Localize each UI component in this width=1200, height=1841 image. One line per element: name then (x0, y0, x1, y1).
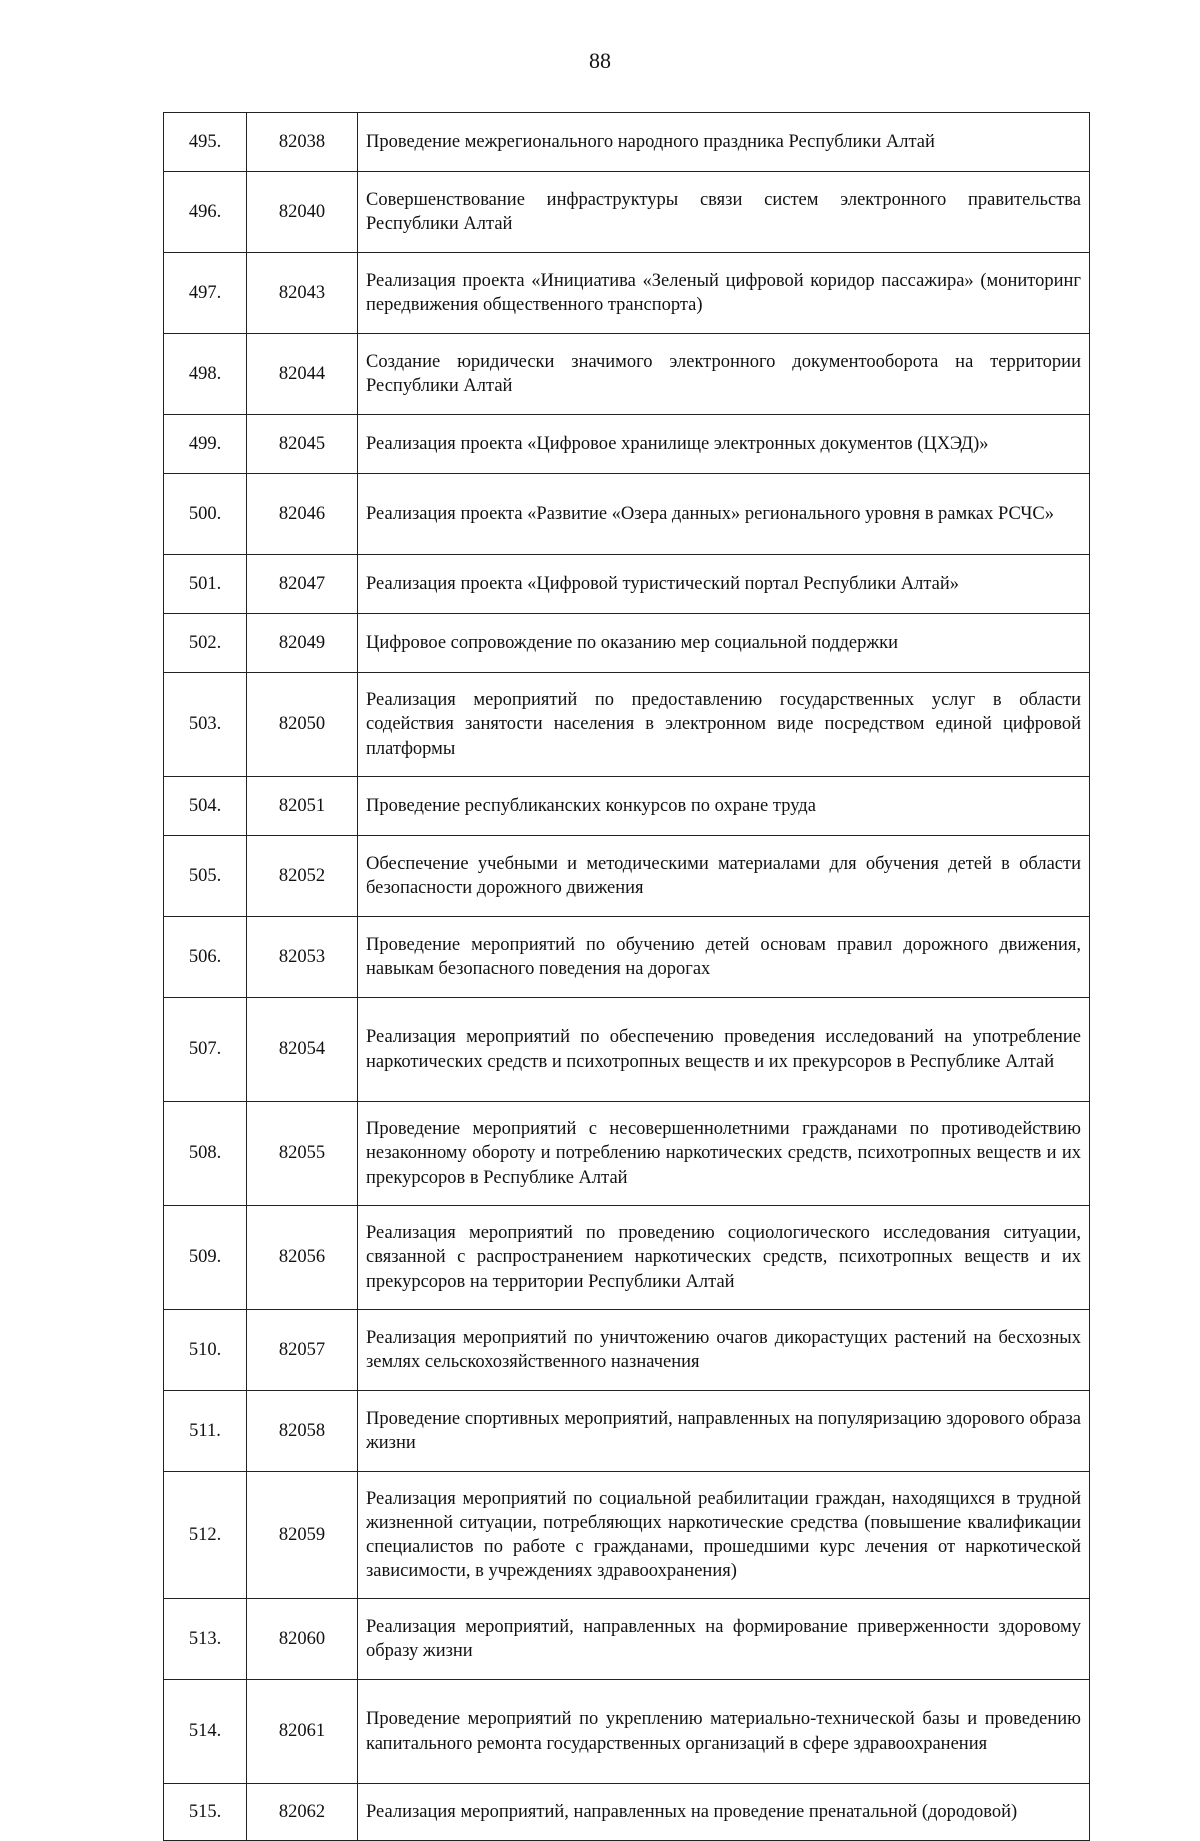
row-number: 500. (164, 474, 247, 555)
row-code: 82058 (247, 1391, 358, 1472)
row-code: 82043 (247, 253, 358, 334)
row-number: 504. (164, 777, 247, 836)
row-number: 503. (164, 673, 247, 777)
row-code: 82052 (247, 836, 358, 917)
row-code: 82062 (247, 1784, 358, 1841)
row-number: 505. (164, 836, 247, 917)
row-number: 513. (164, 1599, 247, 1680)
row-code: 82051 (247, 777, 358, 836)
row-number: 515. (164, 1784, 247, 1841)
row-number: 512. (164, 1472, 247, 1599)
table-row (164, 614, 1090, 673)
row-description: Обеспечение учебными и методическими материалами для обучения детей в области безопасности дорожного движения (358, 836, 1090, 917)
table-row (164, 836, 1090, 917)
row-description: Создание юридически значимого электронного документооборота на территории Республики Алтай (358, 334, 1090, 415)
row-code: 82053 (247, 917, 358, 998)
row-description: Реализация проекта «Цифровое хранилище электронных документов (ЦХЭД)» (358, 415, 1090, 474)
row-description: Проведение спортивных мероприятий, направленных на популяризацию здорового образа жизни (358, 1391, 1090, 1472)
row-description: Проведение мероприятий по обучению детей основам правил дорожного движения, навыкам безопасного поведения на дорогах (358, 917, 1090, 998)
row-code: 82054 (247, 998, 358, 1102)
table-row (164, 917, 1090, 998)
table-row (164, 1310, 1090, 1391)
row-description: Реализация мероприятий по уничтожению очагов дикорастущих растений на бесхозных землях сельскохозяйственного назначения (358, 1310, 1090, 1391)
row-description: Проведение межрегионального народного праздника Республики Алтай (358, 113, 1090, 172)
row-description: Реализация проекта «Развитие «Озера данных» регионального уровня в рамках РСЧС» (358, 474, 1090, 555)
row-description: Проведение республиканских конкурсов по охране труда (358, 777, 1090, 836)
row-code: 82045 (247, 415, 358, 474)
table-row (164, 113, 1090, 172)
row-description: Реализация мероприятий, направленных на формирование приверженности здоровому образу жизни (358, 1599, 1090, 1680)
row-number: 496. (164, 172, 247, 253)
page-number: 88 (589, 48, 611, 73)
table-row (164, 1206, 1090, 1310)
row-code: 82044 (247, 334, 358, 415)
row-code: 82061 (247, 1680, 358, 1784)
row-code: 82046 (247, 474, 358, 555)
table-row (164, 415, 1090, 474)
row-code: 82038 (247, 113, 358, 172)
row-number: 510. (164, 1310, 247, 1391)
row-description: Проведение мероприятий по укреплению материально-технической базы и проведению капитального ремонта государственных организаций в сфере здравоохранения (358, 1680, 1090, 1784)
activities-table (163, 112, 1090, 1841)
row-number: 495. (164, 113, 247, 172)
table-row (164, 1784, 1090, 1841)
table-row (164, 777, 1090, 836)
row-description: Реализация мероприятий по предоставлению государственных услуг в области содействия занятости населения в электронном виде посредством единой цифровой платформы (358, 673, 1090, 777)
row-number: 499. (164, 415, 247, 474)
table-row (164, 555, 1090, 614)
row-description: Реализация проекта «Цифровой туристический портал Республики Алтай» (358, 555, 1090, 614)
table-row (164, 673, 1090, 777)
row-number: 509. (164, 1206, 247, 1310)
row-description: Совершенствование инфраструктуры связи систем электронного правительства Республики Алтай (358, 172, 1090, 253)
row-description: Реализация мероприятий, направленных на проведение пренатальной (дородовой) (358, 1784, 1090, 1841)
row-code: 82060 (247, 1599, 358, 1680)
row-code: 82059 (247, 1472, 358, 1599)
table-row (164, 172, 1090, 253)
table-row (164, 253, 1090, 334)
row-number: 502. (164, 614, 247, 673)
row-description: Реализация мероприятий по обеспечению проведения исследований на употребление наркотических средств и психотропных веществ и их прекурсоров в Республике Алтай (358, 998, 1090, 1102)
table-row (164, 1472, 1090, 1599)
row-number: 497. (164, 253, 247, 334)
row-number: 498. (164, 334, 247, 415)
table-row (164, 1680, 1090, 1784)
row-code: 82047 (247, 555, 358, 614)
table-row (164, 474, 1090, 555)
row-code: 82040 (247, 172, 358, 253)
table-row (164, 998, 1090, 1102)
table-row (164, 334, 1090, 415)
row-description: Проведение мероприятий с несовершеннолетними гражданами по противодействию незаконному обороту и потреблению наркотических средств, психотропных веществ и их прекурсоров в Республике Алтай (358, 1102, 1090, 1206)
row-code: 82057 (247, 1310, 358, 1391)
table-row (164, 1102, 1090, 1206)
row-number: 507. (164, 998, 247, 1102)
row-description: Цифровое сопровождение по оказанию мер социальной поддержки (358, 614, 1090, 673)
row-code: 82056 (247, 1206, 358, 1310)
table-row (164, 1599, 1090, 1680)
table-row (164, 1391, 1090, 1472)
row-description: Реализация мероприятий по проведению социологического исследования ситуации, связанной с распространением наркотических средств, психотропных веществ и их прекурсоров на территории Республики Алтай (358, 1206, 1090, 1310)
row-number: 506. (164, 917, 247, 998)
row-description: Реализация мероприятий по социальной реабилитации граждан, находящихся в трудной жизненной ситуации, потребляющих наркотические средства (повышение квалификации специалистов по работе с гражданами, прошедшими курс лечения от наркотической зависимости, в учреждениях здравоохранения) (358, 1472, 1090, 1599)
row-number: 511. (164, 1391, 247, 1472)
row-code: 82055 (247, 1102, 358, 1206)
row-description: Реализация проекта «Инициатива «Зеленый цифровой коридор пассажира» (мониторинг передвижения общественного транспорта) (358, 253, 1090, 334)
row-number: 501. (164, 555, 247, 614)
row-number: 508. (164, 1102, 247, 1206)
row-code: 82050 (247, 673, 358, 777)
row-number: 514. (164, 1680, 247, 1784)
row-code: 82049 (247, 614, 358, 673)
